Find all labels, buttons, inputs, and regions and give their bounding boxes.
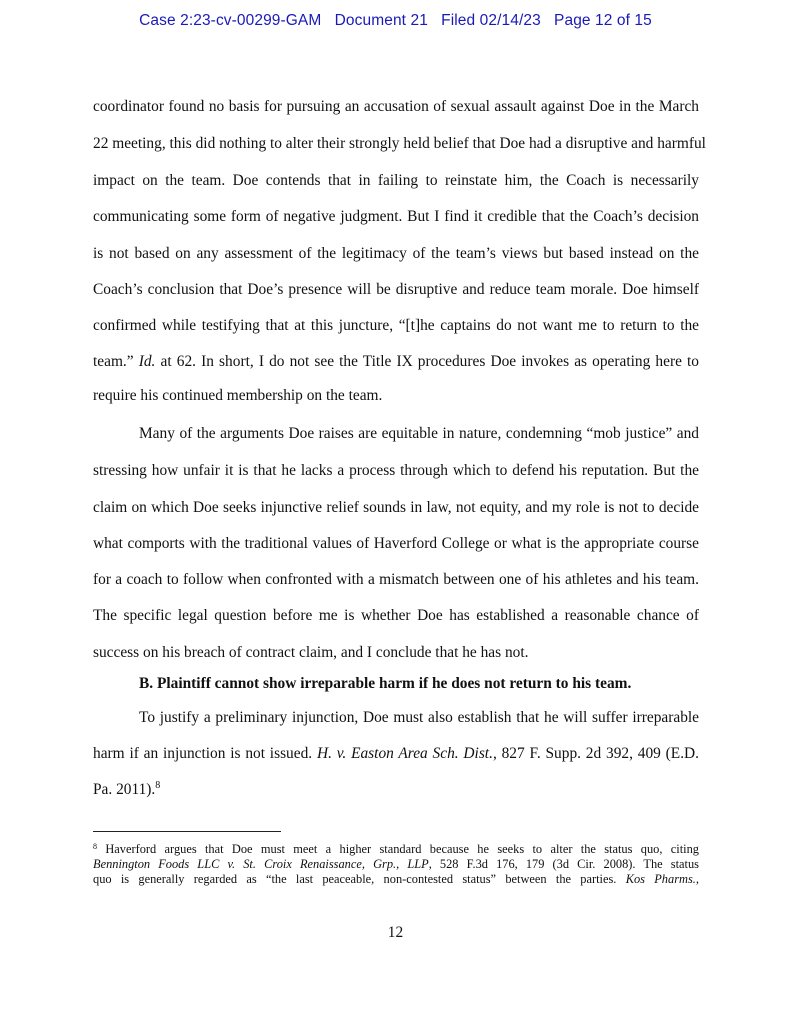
body-line: 22 meeting, this did nothing to alter their strongly held belief that Doe had a disruptive and harmful [93,135,706,152]
body-line: team.” Id. at 62. In short, I do not see the Title IX procedures Doe invokes as operating here to [93,353,699,370]
footnote-ref[interactable]: 8 [155,780,161,791]
body-line: for a coach to follow when confronted with a mismatch between one of his athletes and his team. [93,571,699,588]
body-line: what comports with the traditional values of Haverford College or what is the appropriate course [93,535,699,552]
body-line: is not based on any assessment of the legitimacy of the team’s views but based instead on the [93,245,699,262]
body-line: harm if an injunction is not issued. H. v. Easton Area Sch. Dist., 827 F. Supp. 2d 392, 409 (E.D. [93,745,700,762]
footnote-divider [93,831,281,832]
footnote-number: 8 [93,842,97,851]
body-line: require his continued membership on the team. [93,387,383,404]
citation-id: Id. [138,353,156,370]
case-citation: Bennington Foods LLC v. St. Croix Renaissance, Grp., LLP [93,857,429,871]
document-number: Document 21 [334,12,428,29]
body-line: Many of the arguments Doe raises are equitable in nature, condemning “mob justice” and [139,425,699,442]
case-citation: Kos Pharms., [625,872,699,886]
body-line: communicating some form of negative judgment. But I find it credible that the Coach’s decision [93,208,699,225]
body-line: stressing how unfair it is that he lacks a process through which to defend his reputation. But the [93,462,699,479]
case-header [0,12,791,30]
page-of-total: Page 12 of 15 [554,12,652,29]
body-line: The specific legal question before me is whether Doe has established a reasonable chance of [93,607,699,624]
body-line: claim on which Doe seeks injunctive relief sounds in law, not equity, and my role is not to decide [93,499,699,516]
body-line: Coach’s conclusion that Doe’s presence will be disruptive and reduce team morale. Doe himself [93,281,699,298]
filed-date: Filed 02/14/23 [441,12,541,29]
body-line: confirmed while testifying that at this juncture, “[t]he captains do not want me to return to the [93,317,699,334]
body-line: success on his breach of contract claim, and I conclude that he has not. [93,644,529,661]
footnote-line: quo is generally regarded as “the last peaceable, non-contested status” between the parties. Kos Pharms., [93,872,699,886]
body-line: impact on the team. Doe contends that in failing to reinstate him, the Coach is necessarily [93,172,699,189]
body-line: To justify a preliminary injunction, Doe must also establish that he will suffer irreparable [139,709,699,726]
footnote-line: $^8$ Haverford argues that Doe must meet a higher standard because he seeks to alter the status quo, citing [93,842,699,856]
page-number: 12 [387,924,404,941]
footnote-line: Bennington Foods LLC v. St. Croix Renaissance, Grp., LLP, 528 F.3d 176, 179 (3d Cir. 2008). The status [93,857,699,871]
case-citation: H. v. Easton Area Sch. Dist. [316,745,493,762]
section-heading: B. Plaintiff cannot show irreparable harm if he does not return to his team. [139,675,632,692]
body-line: coordinator found no basis for pursuing an accusation of sexual assault against Doe in the March [93,98,699,115]
body-line: Pa. 2011).$^8$ [93,780,161,798]
case-number: Case 2:23-cv-00299-GAM [139,12,322,29]
